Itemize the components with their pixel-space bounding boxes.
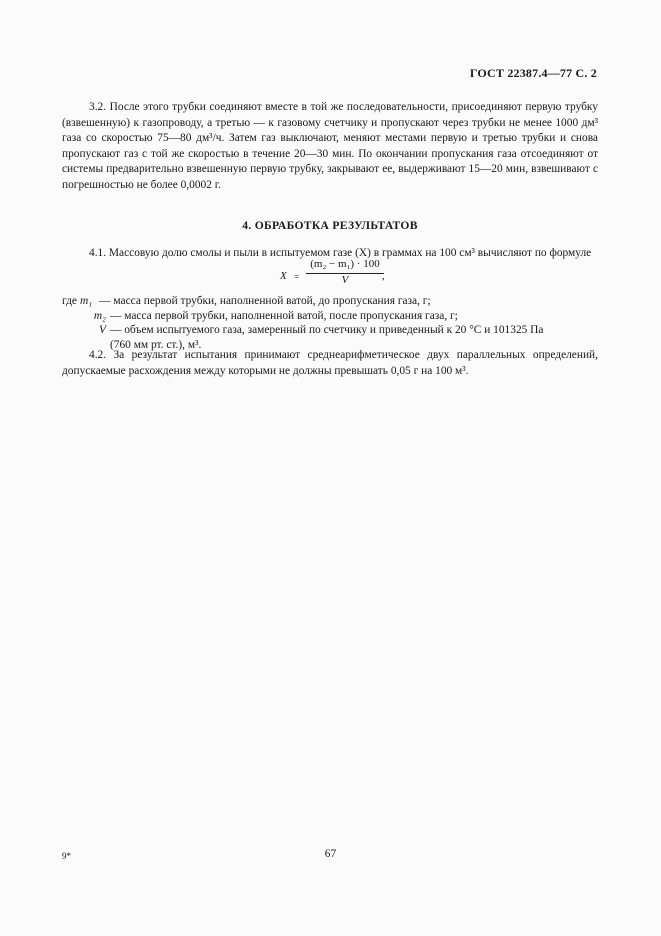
definition-text: — масса первой трубки, наполненной ватой, до пропускания газа, г; (99, 295, 431, 307)
formula (280, 256, 420, 292)
formula-equals: = (294, 272, 300, 282)
variable-definitions (62, 294, 598, 352)
definitions-lead: где (62, 295, 77, 307)
formula-denominator: V (341, 274, 349, 286)
page-number: 67 (324, 848, 337, 860)
section-title: 4. ОБРАБОТКА РЕЗУЛЬТАТОВ (242, 219, 418, 232)
paragraph-3-2 (62, 100, 598, 193)
definition-continuation: (760 мм рт. ст.), м³. (110, 338, 202, 351)
definition-row (62, 309, 598, 324)
formula-lhs: X (280, 270, 287, 282)
document-reference: ГОСТ 22387.4—77 С. 2 (469, 66, 597, 80)
footer-signature-mark: 9* (62, 851, 71, 861)
definition-symbol: m₂ (93, 309, 106, 322)
formula-numerator: (m₂ − m₁) · 100 (310, 258, 380, 270)
paragraph-4-2 (62, 348, 598, 379)
paragraph-4-1-text: 4.1. Массовую долю смолы и пыли в испытуемом газе (X) в граммах на 100 см³ вычисляют по формуле (89, 247, 592, 259)
definition-symbol: m₁ (79, 295, 93, 307)
definition-text: — объем испытуемого газа, замеренный по счетчику и приведенный к 20 °С и 101325 Па (110, 324, 544, 337)
paragraph-3-2-text: 3.2. После этого трубки соединяют вместе в той же последовательности, присоединяют первую трубку (взвешенную) к газопроводу, а третью — к газовому счетчику и пропускают через трубки не менее 1000 дм³ газа со скоростью 75—80 дм³/ч. Затем газ выключают, меняют местами первую и третью трубки и снова пропускают газ с той же скоростью в течение 20—30 мин. По окончании пропускания газа отсоединяют от системы предварительно взвешенную первую трубку, закрывают ее, выдерживают 15—20 мин, взвешивают с погрешностью не более 0,0002 г. (62, 101, 598, 191)
formula-fraction (306, 256, 384, 287)
paragraph-4-2-text: 4.2. За результат испытания принимают среднеарифметическое двух параллельных определений, допускаемые расхождения между которыми не должны превышать 0,05 г на 100 м³. (62, 349, 598, 377)
definition-symbol: V (99, 324, 106, 337)
definition-text: — масса первой трубки, наполненной ватой, после пропускания газа, г; (110, 309, 458, 322)
formula-trail: , (382, 270, 385, 282)
definition-row (62, 323, 598, 338)
definition-row (62, 294, 598, 309)
